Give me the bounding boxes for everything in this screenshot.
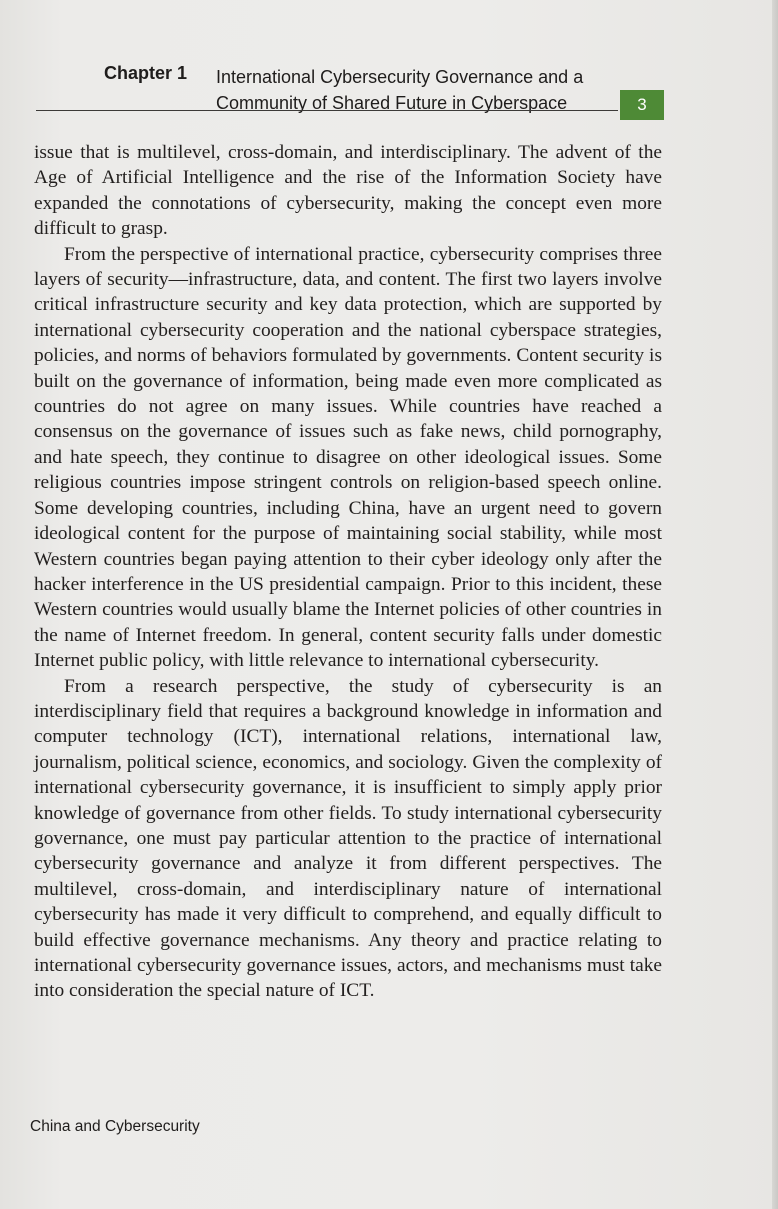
page-number-badge: 3 [620, 90, 664, 120]
footer-book-title: China and Cybersecurity [30, 1118, 200, 1135]
header-rule [36, 110, 618, 111]
running-header [36, 60, 666, 122]
chapter-label: Chapter 1 [104, 63, 188, 83]
body-text [34, 140, 662, 1004]
paragraph-international-practice: From the perspective of international practice, cybersecurity comprises three layers of security—infrastructure, data, and content. The first two layers involve critical infrastructure security and key data protection, which are supported by international cybersecurity cooperation and the national cyberspace strategies, policies, and norms of behaviors formulated by governments. Content security is built on the governance of information, being made even more complicated as countries do not agree on many issues. While countries have reached a consensus on the governance of issues such as fake news, child pornography, and hate speech, they continue to disagree on other ideological issues. Some religious countries impose stringent controls on religion-based speech online. Some developing countries, including China, have an urgent need to govern ideological content for the purpose of maintaining social stability, while most Western countries began paying attention to their cyber ideology only after the hacker interference in the US presidential campaign. Prior to this incident, these Western countries would usually blame the Internet policies of other countries in the name of Internet freedom. In general, content security falls under domestic Internet public policy, with little relevance to international cybersecurity. [34, 243, 662, 672]
paragraph-continued: issue that is multilevel, cross-domain, and interdisciplinary. The advent of the Age of Artificial Intelligence and the rise of the Information Society have expanded the connotations of cybersecurity, making the concept even more difficult to grasp. [34, 142, 662, 240]
paragraph-research-perspective: From a research perspective, the study of cybersecurity is an interdisciplinary field that requires a background knowledge in information and computer technology (ICT), international relations, international law, journalism, political science, economics, and sociology. Given the complexity of international cybersecurity governance, it is insufficient to simply apply prior knowledge of governance from other fields. To study international cybersecurity governance, one must pay particular attention to the practice of international cybersecurity governance and analyze it from different perspectives. The multilevel, cross-domain, and interdisciplinary nature of international cybersecurity has made it very difficult to comprehend, and equally difficult to build effective governance mechanisms. Any theory and practice relating to international cybersecurity governance issues, actors, and mechanisms must take into consideration the special nature of ICT. [34, 675, 662, 1002]
chapter-title: International Cybersecurity Governance and a Community of Shared Future in Cyberspace [216, 67, 584, 113]
